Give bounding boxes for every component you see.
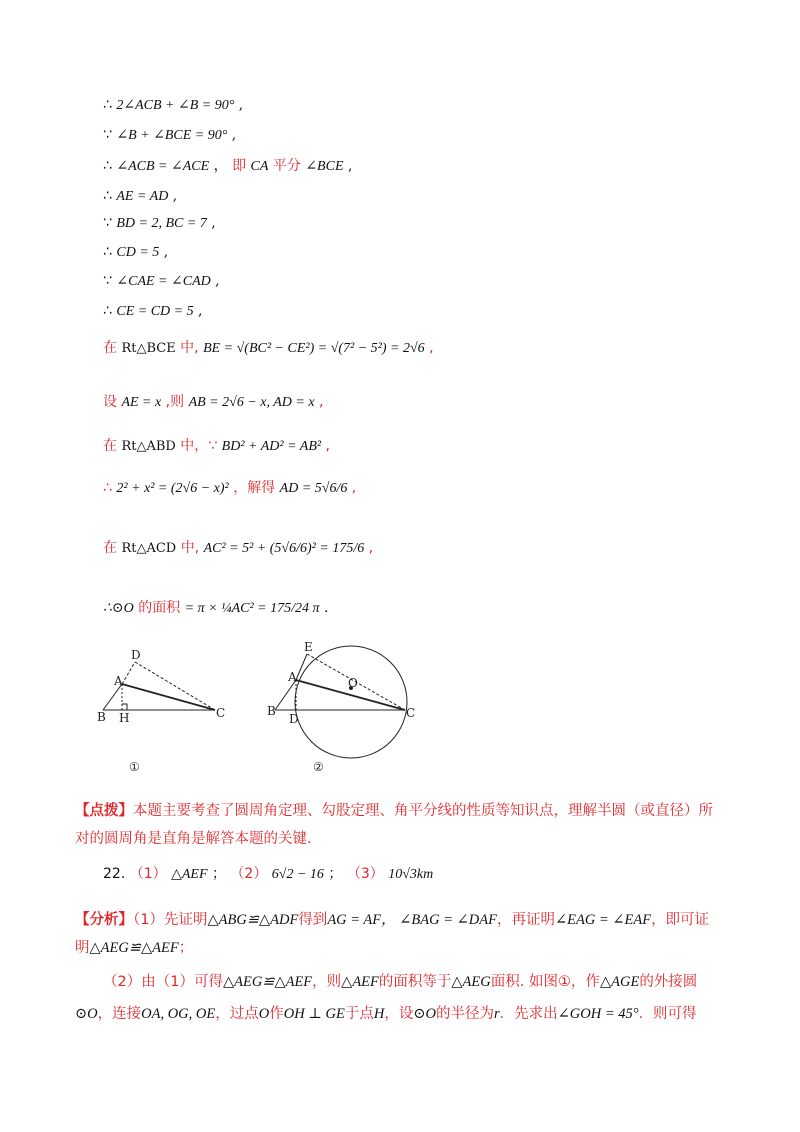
step-trail: ,	[314, 394, 324, 410]
ac-formula: AC² = 5² + (5√6/6)² = 175/6	[203, 541, 365, 556]
area-line	[103, 598, 328, 619]
be-formula: BE = √(BC² − CE²) = √(7² − 5²) = 2√6	[203, 341, 425, 356]
q22-answer-line	[103, 864, 433, 885]
step-line-3	[103, 156, 352, 177]
segment-ad	[122, 662, 135, 684]
line-mid: ，解得	[233, 480, 276, 496]
equation-math: 2² + x² = (2√6 − x)²	[116, 481, 229, 496]
label-b2: B	[267, 704, 276, 718]
circle-symbol: ∴⊙O	[103, 601, 134, 616]
therefore-symbol: ∴	[103, 303, 112, 319]
triangle-name: Rt△ACD	[121, 541, 177, 556]
therefore-symbol: ∴	[103, 188, 112, 204]
step-note: 即	[232, 158, 247, 174]
step-trail: .	[319, 600, 329, 616]
part-label: （2）	[230, 866, 268, 882]
let-math2: AB = 2√6 − x, AD = x	[188, 395, 315, 410]
line-prefix: 在	[103, 540, 117, 556]
segment-ba-2	[275, 680, 296, 710]
therefore-symbol: ∴	[103, 97, 112, 113]
step-trail: ,	[343, 158, 353, 174]
step-trail: ,	[206, 215, 216, 231]
step-trail: ,	[227, 127, 237, 143]
step-math: AE = AD	[116, 189, 169, 204]
because-symbol: ∵	[103, 127, 112, 143]
label-h: H	[119, 711, 130, 725]
tip-tag: 【点拨】	[75, 803, 133, 819]
therefore-symbol: ∴	[103, 480, 112, 496]
step-trail: ,	[234, 97, 244, 113]
rt-bce-line	[103, 338, 434, 359]
line-mid: 中，∵	[180, 438, 218, 454]
step-line-7	[103, 271, 220, 292]
analysis-line-4: ⊙O，连接OA, OG, OE，过点O作OH ⊥ GE于点H，设⊙O的半径为r．先求出∠GOH = 45°．则可得	[75, 1006, 697, 1022]
analysis-line-2: 明△AEG≌△AEF；	[75, 940, 194, 956]
step-math: ∠B + ∠BCE = 90°	[116, 128, 228, 143]
step-math: ∠ACB = ∠ACE	[116, 159, 210, 174]
line-mid: ,则	[165, 394, 185, 410]
label-a: A	[114, 674, 123, 688]
solve-line	[103, 478, 356, 499]
separator: ；	[328, 866, 343, 882]
triangle-name: Rt△ABD	[121, 439, 176, 454]
step-line-6	[103, 242, 168, 263]
line-prefix: 在	[103, 438, 117, 454]
step-math: BD = 2, BC = 7	[116, 216, 207, 231]
segment-dc	[135, 662, 215, 710]
label-e: E	[304, 640, 313, 654]
caption-figure-2: ②	[313, 760, 324, 774]
line-mid: 中,	[180, 540, 200, 556]
step-line-5	[103, 213, 216, 234]
label-c: C	[216, 706, 226, 720]
tip-text: 本题主要考查了圆周角定理、勾股定理、角平分线的性质等知识点，理解半圆（或直径）所对的圆周角是直角是解答本题的关键.	[75, 803, 713, 847]
analysis-paragraph	[75, 906, 725, 1028]
answer-1: △AEF	[171, 867, 208, 882]
step-math: ∠CAE = ∠CAD	[116, 274, 211, 289]
step-trail: ，	[209, 158, 228, 174]
separator: ；	[211, 866, 226, 882]
rt-abd-line	[103, 436, 330, 457]
let-math: AE = x	[121, 395, 162, 410]
answer-3: 10√3km	[388, 867, 434, 882]
because-symbol: ∵	[103, 215, 112, 231]
step-trail: ,	[424, 340, 434, 356]
step-line-8	[103, 301, 203, 322]
answer-2: 6√2 − 16	[271, 867, 324, 882]
right-angle-h	[122, 704, 127, 710]
line-prefix: 设	[103, 394, 117, 410]
label-c2: C	[406, 706, 416, 720]
step-math: CE = CD = 5	[116, 304, 194, 319]
figure-2	[275, 646, 407, 758]
tip-paragraph	[75, 797, 725, 853]
part-label: （1）	[129, 866, 167, 882]
step-trail: ,	[210, 273, 220, 289]
analysis-line-3: （2）由（1）可得△AEG≌△AEF，则△AEF的面积等于△AEG面积. 如图①，作△AGE的外接圆	[103, 974, 698, 990]
area-formula: = π × ¼AC² = 175/24 π	[184, 601, 320, 616]
analysis-tag: 【分析】	[75, 912, 133, 928]
line-prefix: 在	[103, 340, 117, 356]
step-trail: ,	[321, 438, 330, 454]
question-number: 22.	[103, 866, 126, 882]
step-note: 平分	[272, 158, 301, 174]
line-mid: 中,	[180, 340, 199, 356]
line-mid: 的面积	[138, 600, 181, 616]
analysis-line-1: 【分析】（1）先证明△ABG≌△ADF得到AG = AF， ∠BAG = ∠DAF，再证明∠EAG = ∠EAF，即可证	[75, 912, 710, 928]
let-line	[103, 392, 323, 413]
step-line-1	[103, 95, 243, 116]
step-trail: ,	[168, 188, 178, 204]
step-math: 2∠ACB + ∠B = 90°	[116, 98, 235, 113]
step-math: ∠BCE	[305, 159, 344, 174]
step-line-4	[103, 186, 177, 207]
label-d2: D	[289, 712, 299, 726]
step-trail: ,	[364, 540, 374, 556]
therefore-symbol: ∴	[103, 158, 112, 174]
step-line-2	[103, 125, 236, 146]
segment-ac-thin	[122, 684, 215, 710]
label-o: O	[348, 676, 358, 690]
because-symbol: ∵	[103, 273, 112, 289]
ad-result: AD = 5√6/6	[279, 481, 348, 496]
part-label: （3）	[346, 866, 384, 882]
rt-acd-line	[103, 538, 373, 559]
label-d: D	[131, 648, 141, 662]
step-math: CA	[250, 159, 269, 174]
caption-figure-1: ①	[129, 760, 140, 774]
therefore-symbol: ∴	[103, 244, 112, 260]
geometry-figures	[95, 640, 435, 779]
step-trail: ,	[193, 303, 203, 319]
pythagoras-math: BD² + AD² = AB²	[221, 439, 322, 454]
figures-svg	[95, 640, 435, 775]
step-math: CD = 5	[116, 245, 160, 260]
step-trail: ,	[347, 480, 357, 496]
triangle-name: Rt△BCE	[121, 341, 176, 356]
label-a2: A	[288, 670, 297, 684]
step-trail: ,	[159, 244, 169, 260]
label-b: B	[97, 710, 106, 724]
